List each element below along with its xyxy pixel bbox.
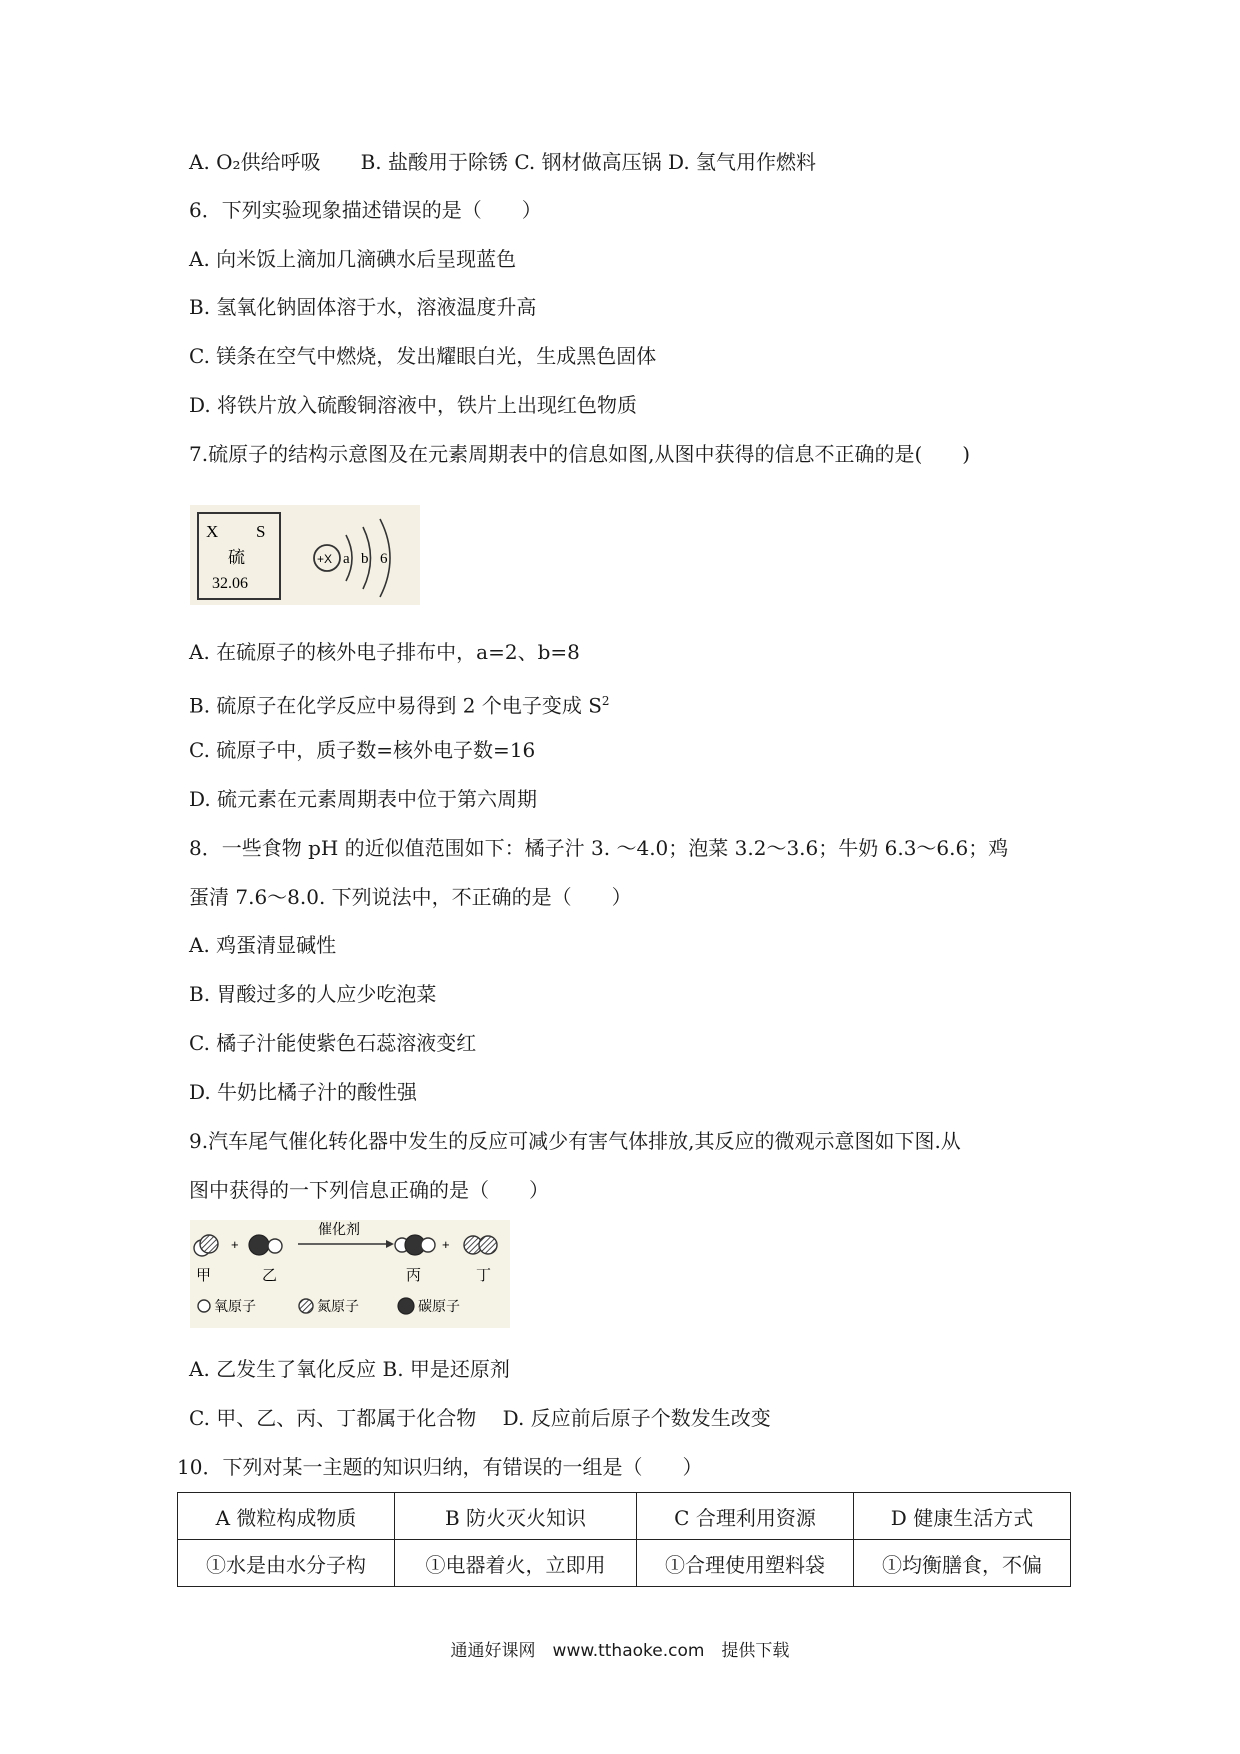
q9-stem-line1: 9.汽车尾气催化转化器中发生的反应可减少有害气体排放,其反应的微观示意图如下图.从 (189, 1129, 961, 1153)
legend-nitrogen: 氮原子 (317, 1299, 359, 1315)
sulfur-atom-figure (190, 505, 420, 605)
q6-option-d: D. 将铁片放入硫酸铜溶液中，铁片上出现红色物质 (189, 393, 638, 417)
q8-stem-line1: 8．一些食物 pH 的近似值范围如下：橘子汁 3. ～4.0；泡菜 3.2～3.6；牛奶 6.3～6.6；鸡 (189, 836, 1009, 860)
shell-c-label: 6 (380, 551, 388, 567)
q5-options: A. O₂供给呼吸 B. 盐酸用于除锈 C. 钢材做高压锅 D. 氢气用作燃料 (189, 150, 817, 174)
table-cell: ①电器着火，立即用 (394, 1540, 636, 1587)
q7-option-a: A. 在硫原子的核外电子排布中，a=2、b=8 (189, 640, 580, 664)
q8-option-d: D. 牛奶比橘子汁的酸性强 (189, 1080, 418, 1104)
page-footer: 通通好课网 www.tthaoke.com 提供下载 (450, 1641, 790, 1661)
molecule-bing (395, 1235, 435, 1255)
q6-option-a: A. 向米饭上滴加几滴碘水后呈现蓝色 (189, 247, 517, 271)
reaction-figure (190, 1220, 510, 1328)
q9-options-cd: C. 甲、乙、丙、丁都属于化合物 D. 反应前后原子个数发生改变 (189, 1406, 771, 1430)
q7-option-c: C. 硫原子中，质子数=核外电子数=16 (189, 738, 536, 762)
q10-stem: 10．下列对某一主题的知识归纳，有错误的一组是（ ） (177, 1455, 703, 1479)
legend-oxygen: 氧原子 (214, 1299, 256, 1315)
label-bing: 丙 (406, 1266, 422, 1284)
q7-stem: 7.硫原子的结构示意图及在元素周期表中的信息如图,从图中获得的信息不正确的是( ) (189, 442, 971, 466)
table-row (178, 1540, 1071, 1587)
label-jia: 甲 (196, 1266, 212, 1284)
table-cell: ①合理使用塑料袋 (637, 1540, 854, 1587)
table-cell: ①均衡膳食，不偏 (854, 1540, 1071, 1587)
cell-symbol: S (256, 522, 266, 541)
q9-options-ab: A. 乙发生了氧化反应 B. 甲是还原剂 (189, 1357, 510, 1381)
q9-stem-line2: 图中获得的一下列信息正确的是（ ） (189, 1178, 549, 1202)
q6-option-c: C. 镁条在空气中燃烧，发出耀眼白光，生成黑色固体 (189, 344, 657, 368)
q8-option-a: A. 鸡蛋清显碱性 (189, 933, 337, 957)
q10-table (177, 1492, 1071, 1587)
cell-atomic-mass: 32.06 (212, 575, 248, 592)
shell-b-label: b (361, 551, 369, 567)
table-header-cell: B 防火灭火知识 (394, 1493, 636, 1540)
legend-nitrogen-swatch (299, 1299, 313, 1313)
cell-atomic-number: X (206, 522, 219, 541)
label-ding: 丁 (476, 1266, 492, 1284)
plus-sign-1: + (231, 1237, 239, 1252)
q7-option-b-superscript: 2 (601, 694, 610, 708)
table-header-cell: A 微粒构成物质 (178, 1493, 395, 1540)
q7-option-d: D. 硫元素在元素周期表中位于第六周期 (189, 787, 538, 811)
q7-option-b (189, 687, 610, 720)
table-header-cell: D 健康生活方式 (854, 1493, 1071, 1540)
shell-a-label: a (343, 551, 350, 567)
table-cell: ①水是由水分子构 (178, 1540, 395, 1587)
catalyst-label: 催化剂 (318, 1222, 360, 1238)
table-header-row (178, 1493, 1071, 1540)
table-header-cell: C 合理利用资源 (637, 1493, 854, 1540)
q6-stem: 6．下列实验现象描述错误的是（ ） (189, 198, 542, 222)
plus-sign-2: + (442, 1237, 450, 1252)
legend-carbon-swatch (398, 1298, 414, 1314)
q8-option-c: C. 橘子汁能使紫色石蕊溶液变红 (189, 1031, 477, 1055)
label-yi: 乙 (262, 1266, 278, 1284)
nucleus-charge: +X (317, 552, 333, 566)
q8-option-b: B. 胃酸过多的人应少吃泡菜 (189, 982, 437, 1006)
q8-stem-line2: 蛋清 7.6～8.0. 下列说法中，不正确的是（ ） (189, 885, 632, 909)
cell-element-name: 硫 (228, 548, 245, 568)
q6-option-b: B. 氢氧化钠固体溶于水，溶液温度升高 (189, 295, 537, 319)
q7-option-b-text: B. 硫原子在化学反应中易得到 2 个电子变成 S (189, 693, 602, 718)
legend-oxygen-swatch (198, 1300, 210, 1312)
legend-carbon: 碳原子 (418, 1299, 460, 1315)
